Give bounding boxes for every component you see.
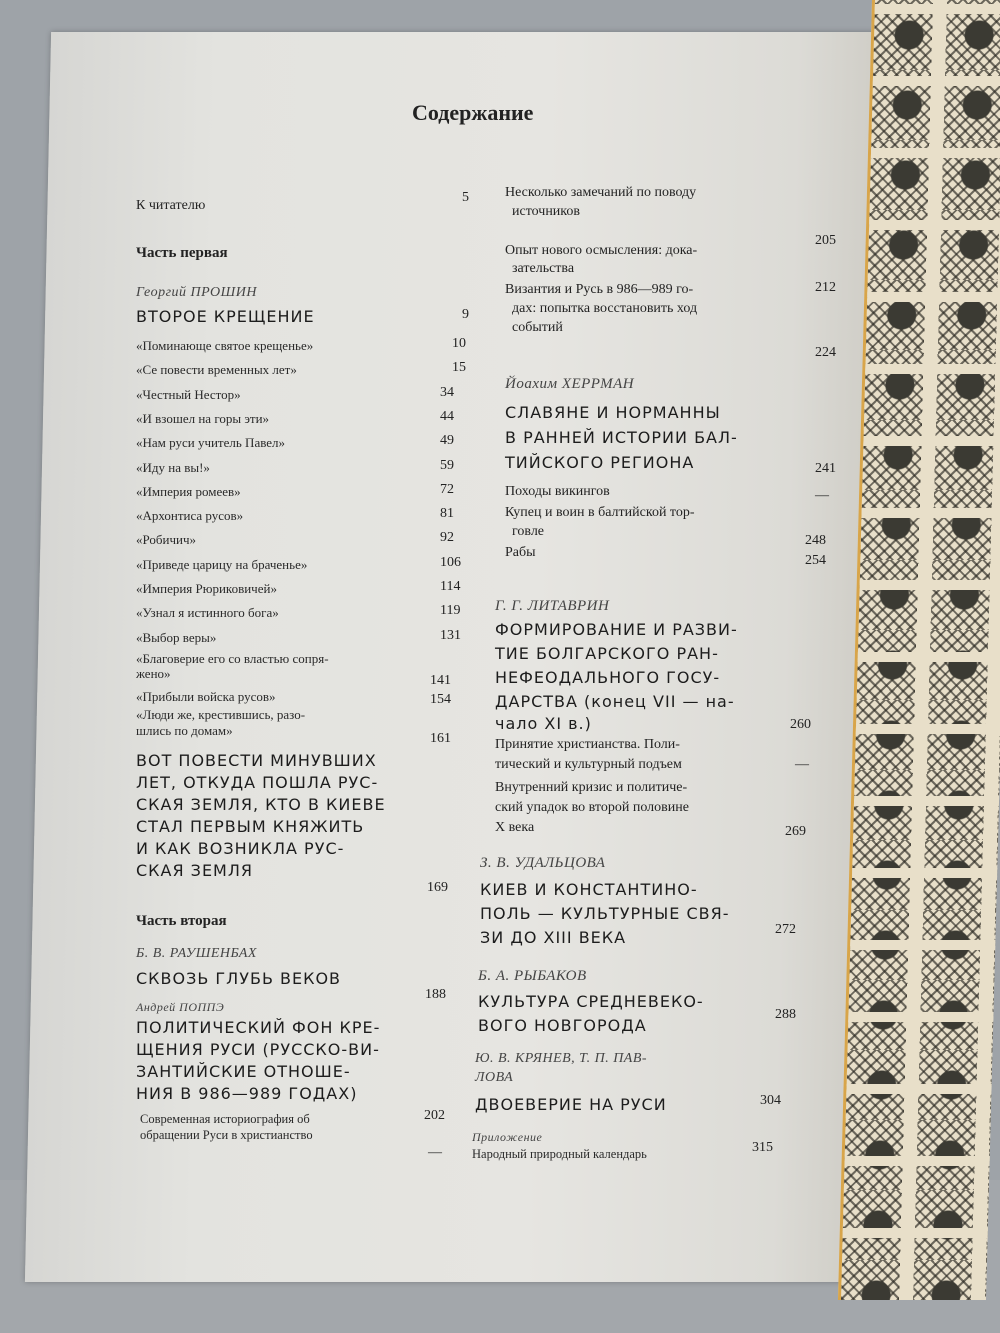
author-name: ЛОВА [475, 1070, 514, 1085]
toc-entry-page: 205 [815, 233, 836, 248]
toc-entry-label: «Благоверие его со властью сопря- [136, 651, 329, 666]
author-name: З. В. УДАЛЬЦОВА [480, 855, 606, 871]
essay-title-line: ФОРМИРОВАНИЕ И РАЗВИ- [495, 620, 738, 639]
chapter-label: «Робичич» [136, 532, 197, 548]
toc-entry-label: Византия и Русь в 986—989 го- [505, 282, 694, 297]
author-name: Георгий ПРОШИН [136, 285, 257, 300]
toc-entry-page: 9 [462, 307, 469, 322]
chapter-page: 10 [452, 336, 466, 351]
chapter-page: 119 [440, 603, 461, 619]
essay-title-line: ПОЛИТИЧЕСКИЙ ФОН КРЕ- [136, 1018, 381, 1037]
essay-title: ДВОЕВЕРИЕ НА РУСИ [475, 1095, 667, 1114]
toc-entry-label: зательства [512, 261, 575, 276]
essay-title-line: ЗИ ДО XIII ВЕКА [480, 928, 627, 947]
toc-entry-label: источников [512, 204, 581, 219]
toc-entry-page: 161 [430, 731, 451, 746]
toc-entry-label: говле [512, 524, 545, 539]
chapter-label: «Поминающе святое крещенье» [136, 338, 314, 353]
chapter-label: «Империя Рюриковичей» [136, 581, 277, 596]
toc-entry-page: 254 [805, 553, 826, 568]
toc-entry-label: Опыт нового осмысления: дока- [505, 243, 698, 258]
toc-entry-page: 288 [775, 1007, 796, 1022]
essay-title-line: НИЯ В 986—989 ГОДАХ) [136, 1084, 358, 1103]
chapter-page: 34 [440, 384, 454, 400]
essay-title-line: чало XI в.) [495, 714, 592, 733]
chapter-page: 81 [440, 506, 454, 522]
toc-entry-page: 269 [785, 824, 806, 839]
essay-title-line: ЩЕНИЯ РУСИ (РУССКО-ВИ- [136, 1040, 380, 1059]
page-title: Содержание [412, 100, 534, 125]
toc-entry-label: Современная историография об [140, 1112, 310, 1126]
chapter-label: «Честный Нестор» [136, 386, 241, 402]
chapter-label: «Выбор веры» [136, 629, 217, 645]
toc-entry-label: жено» [136, 666, 171, 681]
toc-entry-label: К читателю [136, 198, 206, 213]
toc-entry-label: событий [512, 320, 563, 335]
toc-entry-page: 248 [805, 533, 826, 548]
essay-title-line: ВОГО НОВГОРОДА [478, 1016, 647, 1035]
essay-title-line: И КАК ВОЗНИКЛА РУС- [136, 839, 345, 858]
chapter-page: 49 [440, 433, 454, 449]
toc-entry-label: тический и культурный подъем [495, 757, 682, 772]
chapter-label: «Архонтиса русов» [136, 508, 244, 524]
toc-entry-label: «Прибыли войска русов» [136, 689, 276, 704]
toc-entry-page: 241 [815, 461, 836, 476]
chapter-label: «Иду на вы!» [136, 459, 210, 475]
essay-title-line: ПОЛЬ — КУЛЬТУРНЫЕ СВЯ- [480, 904, 730, 923]
toc-entry-page: 169 [427, 880, 448, 895]
chapter-label: «Се повести временных лет» [136, 362, 297, 378]
toc-entry-page: 212 [815, 280, 836, 295]
chapter-page: 44 [440, 408, 454, 424]
essay-title-line: КИЕВ И КОНСТАНТИНО- [480, 880, 698, 899]
essay-title-line: НЕФЕОДАЛЬНОГО ГОСУ- [495, 668, 721, 687]
toc-entry-page: — [815, 488, 829, 503]
toc-entry-label: X века [495, 820, 535, 835]
essay-title-line: ЗАНТИЙСКИЕ ОТНОШЕ- [136, 1062, 351, 1081]
toc-entry-page: 315 [752, 1140, 773, 1155]
essay-title-line: СКАЯ ЗЕМЛЯ [136, 861, 253, 880]
toc-entry-page: 260 [790, 717, 811, 732]
chapter-label: «Приведе царицу на браченье» [136, 556, 308, 572]
toc-entry-page: 202 [424, 1108, 445, 1123]
chapter-page: 15 [452, 360, 466, 376]
toc-entry-label: Принятие христианства. Поли- [495, 737, 680, 752]
essay-title-line: ТИЕ БОЛГАРСКОГО РАН- [495, 644, 719, 663]
toc-entry-page: 188 [425, 987, 446, 1002]
essay-title-line: ЛЕТ, ОТКУДА ПОШЛА РУС- [136, 773, 379, 792]
author-name: Андрей ПОППЭ [136, 1000, 225, 1014]
toc-entry-page: — [795, 757, 809, 772]
essay-title-line: ВОТ ПОВЕСТИ МИНУВШИХ [136, 751, 377, 770]
author-name: Йоахим ХЕРРМАН [505, 376, 635, 392]
toc-entry-page: — [428, 1145, 442, 1160]
appendix-label: Приложение [472, 1130, 543, 1144]
toc-entry-label: ский упадок во второй половине [495, 800, 689, 815]
chapter-page: 114 [440, 579, 461, 594]
chapter-label: «Империя ромеев» [136, 483, 241, 499]
toc-entry-page: 304 [760, 1093, 781, 1108]
essay-title: СКВОЗЬ ГЛУБЬ ВЕКОВ [136, 969, 342, 988]
toc-entry-label: Несколько замечаний по поводу [505, 185, 697, 200]
chapter-label: «Узнал я истинного бога» [136, 605, 279, 621]
chapter-page: 106 [440, 554, 461, 570]
essay-title-line: КУЛЬТУРА СРЕДНЕВЕКО- [478, 992, 704, 1011]
essay-title-line: СЛАВЯНЕ И НОРМАННЫ [505, 403, 721, 422]
toc-entry-label: Купец и воин в балтийской тор- [505, 505, 695, 520]
toc-entry-page: 5 [462, 190, 469, 205]
toc-entry-label: «Люди же, крестившись, разо- [136, 707, 306, 722]
chapter-label: «И взошел на горы эти» [136, 410, 270, 426]
essay-title-line: ТИЙСКОГО РЕГИОНА [505, 453, 695, 472]
part-heading: Часть вторая [136, 913, 227, 929]
essay-title-line: СТАЛ ПЕРВЫМ КНЯЖИТЬ [136, 817, 365, 836]
essay-title-line: ДАРСТВА (конец VII — на- [495, 692, 735, 711]
toc-entry-page: 154 [430, 692, 451, 707]
toc-entry-label: дах: попытка восстановить ход [512, 301, 698, 316]
essay-title-line: СКАЯ ЗЕМЛЯ, КТО В КИЕВЕ [136, 795, 386, 814]
chapter-label: «Нам руси учитель Павел» [136, 435, 286, 451]
part-heading: Часть первая [136, 245, 228, 261]
chapter-page: 72 [440, 481, 454, 497]
author-name: Г. Г. ЛИТАВРИН [495, 598, 610, 614]
chapter-page: 131 [440, 627, 461, 643]
author-name: Ю. В. КРЯНЕВ, Т. П. ПАВ- [475, 1051, 648, 1066]
toc-entry-label: Народный природный календарь [472, 1147, 647, 1161]
essay-title: ВТОРОЕ КРЕЩЕНИЕ [136, 307, 315, 326]
toc-entry-page: 272 [775, 922, 796, 937]
toc-entry-label: Рабы [505, 545, 536, 560]
author-name: Б. А. РЫБАКОВ [478, 968, 587, 984]
chapter-page: 59 [440, 457, 454, 473]
toc-entry-page: 141 [430, 673, 451, 688]
chapter-page: 92 [440, 530, 454, 546]
toc-entry-label: обращении Руси в христианство [140, 1128, 313, 1142]
toc-entry-page: 224 [815, 345, 836, 360]
toc-entry-label: Внутренний кризис и политиче- [495, 780, 688, 795]
author-name: Б. В. РАУШЕНБАХ [136, 946, 257, 961]
toc-entry-label: шлись по домам» [136, 723, 233, 738]
essay-title-line: В РАННЕЙ ИСТОРИИ БАЛ- [505, 428, 738, 447]
toc-entry-label: Походы викингов [505, 484, 610, 499]
